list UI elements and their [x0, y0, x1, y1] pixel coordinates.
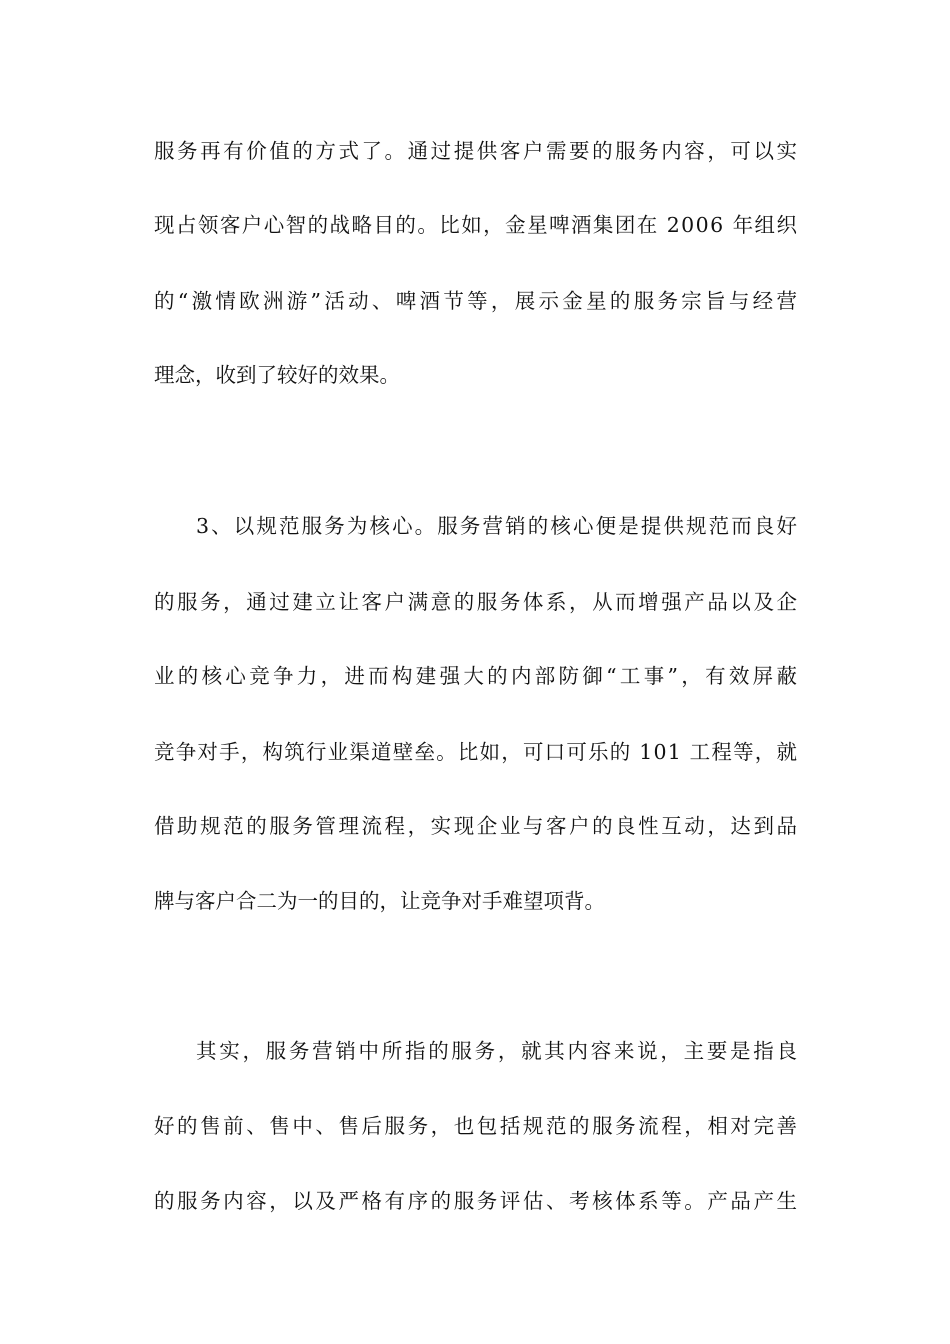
text-line: 好的售前、售中、售后服务，也包括规范的服务流程，相对完善 — [154, 1114, 800, 1138]
text-line: 服务再有价值的方式了。通过提供客户需要的服务内容，可以实 — [154, 139, 800, 163]
text-line: 3、以规范服务为核心。服务营销的核心便是提供规范而良好 — [196, 514, 800, 538]
paragraph-1-line-3 — [0, 281, 950, 321]
text-line: 业的核心竞争力，进而构建强大的内部防御“工事”，有效屏蔽 — [154, 664, 801, 688]
text-line: 的服务内容，以及严格有序的服务评估、考核体系等。产品产生 — [154, 1189, 800, 1213]
text-line: 其实，服务营销中所指的服务，就其内容来说，主要是指良 — [196, 1039, 800, 1063]
paragraph-2-line-1 — [0, 506, 950, 546]
text-line: 现占领客户心智的战略目的。比如，金星啤酒集团在 2006 年组织 — [154, 213, 799, 237]
paragraph-2-line-4 — [0, 732, 950, 772]
paragraph-2-line-5 — [0, 806, 950, 846]
text-line: 借助规范的服务管理流程，实现企业与客户的良性互动，达到品 — [154, 814, 800, 838]
text-line: 牌与客户合二为一的目的，让竞争对手难望项背。 — [154, 889, 605, 913]
text-line: 的服务，通过建立让客户满意的服务体系，从而增强产品以及企 — [154, 590, 800, 614]
text-line: 理念，收到了较好的效果。 — [154, 363, 400, 387]
paragraph-1-line-4 — [0, 355, 950, 395]
paragraph-3-line-2 — [0, 1106, 950, 1146]
paragraph-3-line-1 — [0, 1031, 950, 1071]
paragraph-1-line-1 — [0, 131, 950, 171]
text-line: 竞争对手，构筑行业渠道壁垒。比如，可口可乐的 101 工程等，就 — [154, 740, 799, 764]
paragraph-2-line-2 — [0, 582, 950, 622]
paragraph-2-line-3 — [0, 656, 950, 696]
paragraph-2-line-6 — [0, 881, 950, 921]
paragraph-1-line-2 — [0, 205, 950, 245]
paragraph-3-line-3 — [0, 1181, 950, 1221]
text-line: 的“激情欧洲游”活动、啤酒节等，展示金星的服务宗旨与经营 — [154, 289, 801, 313]
